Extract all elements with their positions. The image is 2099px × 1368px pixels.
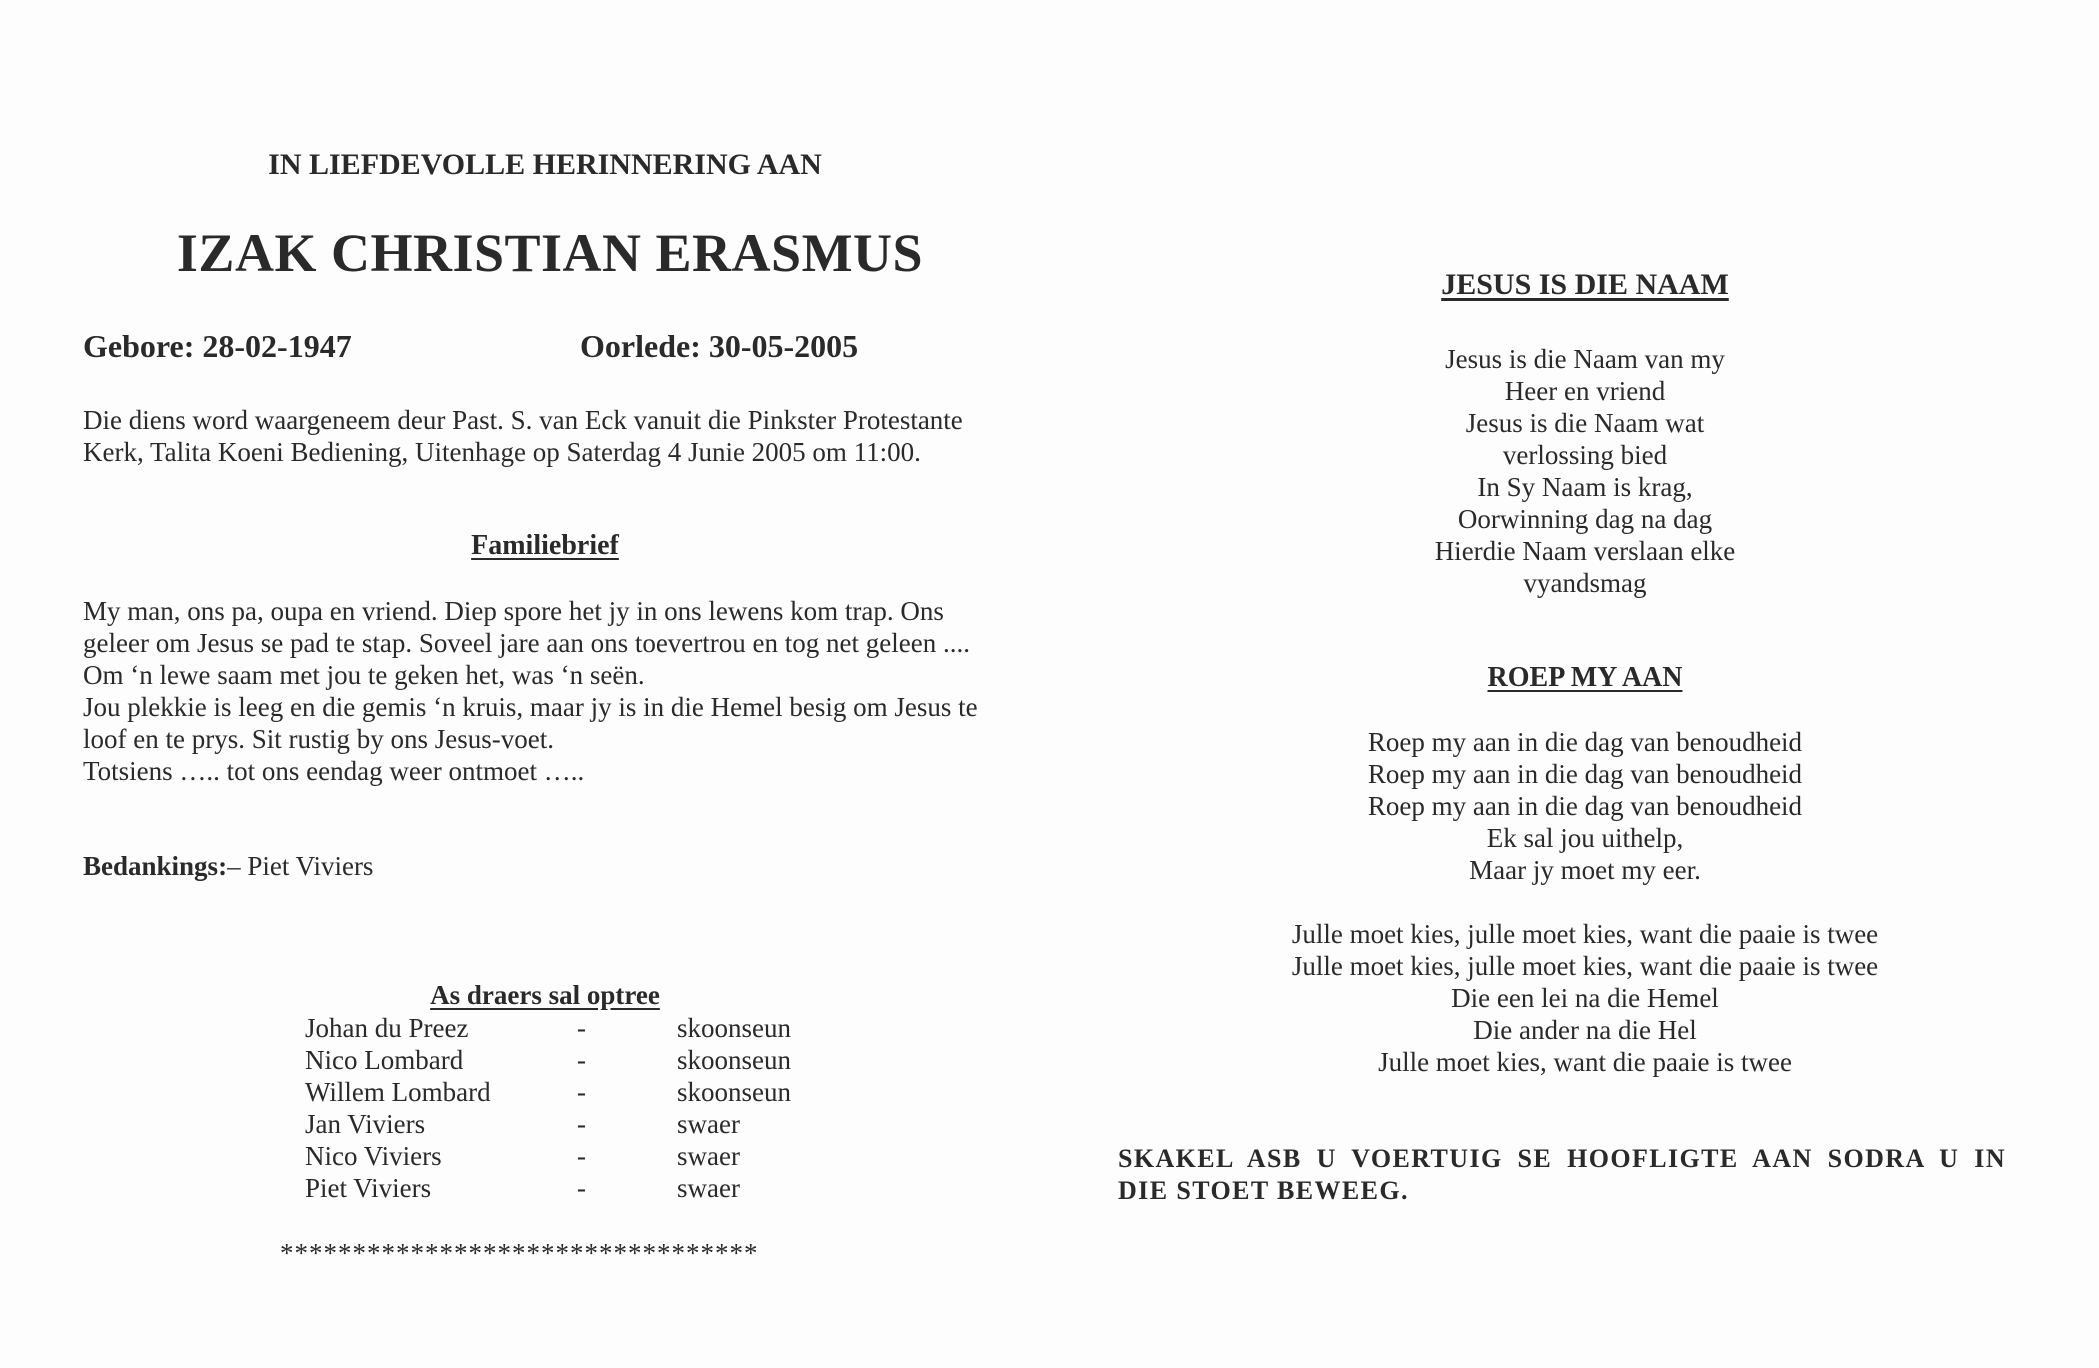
- deceased-name: IZAK CHRISTIAN ERASMUS: [176, 223, 924, 283]
- pallbearer-row: [305, 1076, 825, 1108]
- pallbearer-row: [305, 1012, 825, 1044]
- song-chorus-roep: [1235, 918, 1935, 1078]
- pallbearer-relation: skoonseun: [677, 1077, 791, 1107]
- family-letter-line: Jou plekkie is leeg en die gemis ‘n kruis, maar jy is in die Hemel besig om Jesus te: [83, 692, 978, 722]
- song-lyrics-jesus: [1335, 343, 1835, 599]
- pallbearer-row: [305, 1108, 825, 1140]
- pallbearer-relation: swaer: [677, 1173, 740, 1203]
- chorus-line: Julle moet kies, want die paaie is twee: [1378, 1047, 1792, 1077]
- lyric-line: Roep my aan in die dag van benoudheid: [1367, 791, 1803, 821]
- lyric-line: vyandsmag: [1523, 568, 1647, 598]
- lyric-line: Jesus is die Naam van my: [1445, 344, 1725, 374]
- notice-line: SKAKEL ASB U VOERTUIG SE HOOFLIGTE AAN SODRA U IN: [1118, 1144, 2006, 1173]
- pallbearer-relation: swaer: [677, 1141, 740, 1171]
- pallbearer-relation: skoonseun: [677, 1013, 791, 1043]
- pallbearer-name: Nico Lombard: [305, 1045, 464, 1075]
- pallbearer-dash: -: [577, 1141, 586, 1171]
- family-letter-heading: Familiebrief: [471, 530, 619, 561]
- pallbearer-dash: -: [577, 1109, 586, 1139]
- family-letter-line: My man, ons pa, oupa en vriend. Diep spore het jy in ons lewens kom trap. Ons: [83, 596, 944, 626]
- lyric-line: Roep my aan in die dag van benoudheid: [1367, 759, 1803, 789]
- acknowledgements-label: Bedankings:: [83, 851, 228, 881]
- pallbearer-row: [305, 1044, 825, 1076]
- notice-line: DIE STOET BEWEEG.: [1118, 1176, 1409, 1205]
- family-letter-line: loof en te prys. Sit rustig by ons Jesus-voet.: [83, 724, 554, 754]
- lyric-line: Ek sal jou uithelp,: [1486, 823, 1684, 853]
- chorus-line: Die een lei na die Hemel: [1451, 983, 1719, 1013]
- pallbearer-row: [305, 1172, 825, 1204]
- service-line: Kerk, Talita Koeni Bediening, Uitenhage op Saterdag 4 Junie 2005 om 11:00.: [83, 437, 921, 467]
- lyric-line: Oorwinning dag na dag: [1457, 504, 1713, 534]
- headlights-notice: [1118, 1143, 2006, 1207]
- family-letter-line: Totsiens ….. tot ons eendag weer ontmoet …..: [83, 756, 585, 786]
- pallbearer-relation: skoonseun: [677, 1045, 791, 1075]
- acknowledgements-value: – Piet Viviers: [227, 851, 374, 881]
- lyric-line: Hierdie Naam verslaan elke: [1434, 536, 1736, 566]
- chorus-line: Die ander na die Hel: [1473, 1015, 1697, 1045]
- song-title-roep: ROEP MY AAN: [1487, 662, 1683, 693]
- lyric-line: Roep my aan in die dag van benoudheid: [1367, 727, 1803, 757]
- lyric-line: Heer en vriend: [1504, 376, 1666, 406]
- service-line: Die diens word waargeneem deur Past. S. van Eck vanuit die Pinkster Protestante: [83, 405, 963, 435]
- lyric-line: In Sy Naam is krag,: [1477, 472, 1693, 502]
- pallbearer-relation: swaer: [677, 1109, 740, 1139]
- song-title-jesus: JESUS IS DIE NAAM: [1441, 268, 1729, 301]
- pallbearer-name: Nico Viviers: [305, 1141, 442, 1171]
- pallbearer-dash: -: [577, 1077, 586, 1107]
- pallbearer-dash: -: [577, 1173, 586, 1203]
- family-letter-line: geleer om Jesus se pad te stap. Soveel jare aan ons toevertrou en tog net geleen ....: [83, 628, 970, 658]
- lyric-line: Maar jy moet my eer.: [1469, 855, 1701, 885]
- chorus-line: Julle moet kies, julle moet kies, want die paaie is twee: [1291, 919, 1879, 949]
- pallbearer-name: Jan Viviers: [305, 1109, 426, 1139]
- pallbearer-name: Johan du Preez: [305, 1013, 469, 1043]
- pallbearer-row: [305, 1140, 825, 1172]
- lyric-line: verlossing bied: [1502, 440, 1668, 470]
- death-date: Oorlede: 30-05-2005: [580, 328, 859, 364]
- pallbearer-name: Willem Lombard: [305, 1077, 491, 1107]
- family-letter-line: Om ‘n lewe saam met jou te geken het, was ‘n seën.: [83, 660, 645, 690]
- service-details: [83, 404, 1023, 468]
- acknowledgements: [83, 851, 373, 882]
- separator-stars: *********************************: [280, 1238, 759, 1268]
- chorus-line: Julle moet kies, julle moet kies, want die paaie is twee: [1291, 951, 1879, 981]
- pallbearers-heading: As draers sal optree: [430, 980, 660, 1010]
- birth-date: Gebore: 28-02-1947: [83, 328, 352, 364]
- pallbearers-list: [305, 1012, 825, 1204]
- pallbearer-dash: -: [577, 1045, 586, 1075]
- song-lyrics-roep: [1285, 726, 1885, 886]
- family-letter: [83, 595, 978, 787]
- pallbearer-name: Piet Viviers: [305, 1173, 432, 1203]
- dedication-heading: IN LIEFDEVOLLE HERINNERING AAN: [268, 148, 822, 181]
- lyric-line: Jesus is die Naam wat: [1465, 408, 1705, 438]
- pallbearer-dash: -: [577, 1013, 586, 1043]
